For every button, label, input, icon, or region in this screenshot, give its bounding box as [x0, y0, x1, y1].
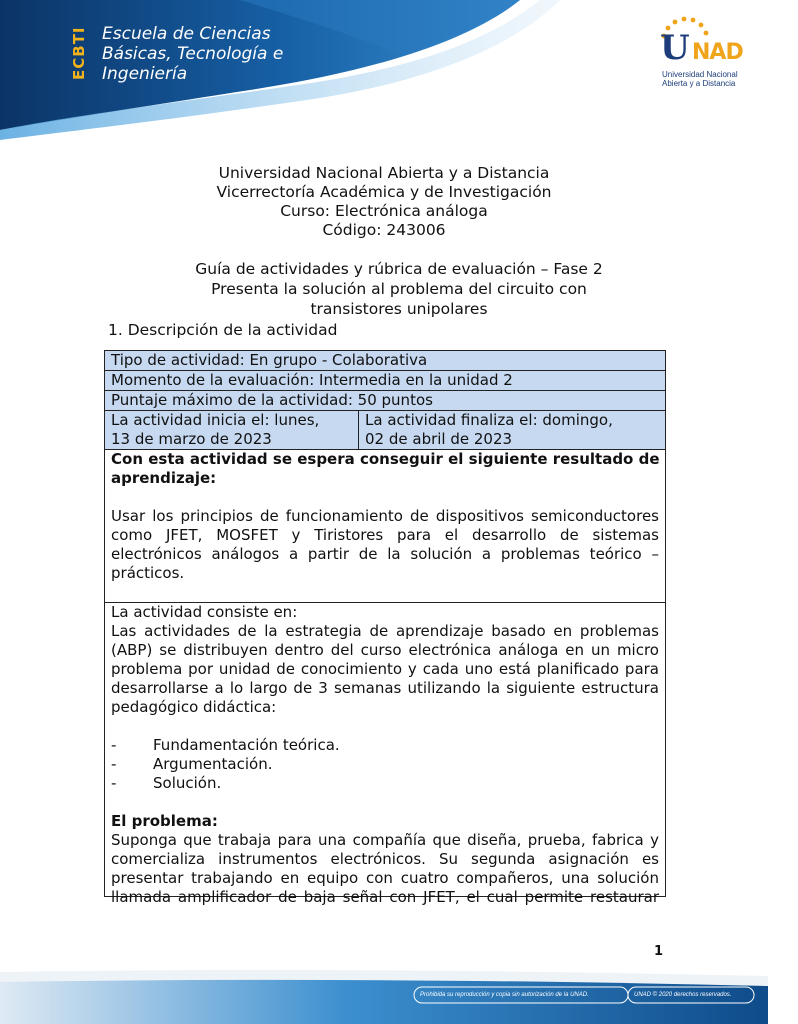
- title-line: Vicerrectoría Académica y de Investigación: [216, 183, 552, 201]
- outcome-heading: [111, 450, 659, 488]
- page-number: 1: [654, 944, 664, 959]
- school-line: Ingeniería: [102, 64, 188, 84]
- activity-table: [104, 350, 666, 906]
- document-titles: [0, 164, 768, 240]
- start-label: La actividad inicia el:: [111, 411, 270, 429]
- section-heading: 1. Descripción de la actividad: [108, 321, 338, 339]
- problema-heading: El problema:: [111, 812, 218, 830]
- school-line: Escuela de Ciencias: [102, 24, 271, 44]
- list-item: [111, 755, 659, 774]
- list-dash: -: [111, 774, 117, 792]
- activity-description-section: [105, 603, 665, 906]
- ecbti-label: ECBTI: [70, 26, 88, 80]
- header-banner: [0, 0, 768, 140]
- outcome-heading-line: aprendizaje:: [111, 469, 217, 487]
- footer-note-copy: Prohibida su reproducción y copia sin autorización de la UNAD.: [420, 992, 589, 998]
- start-date: 13 de marzo de 2023: [111, 430, 272, 448]
- outcome-text: Usar los principios de funcionamiento de dispositivos semiconductores como JFET, MOSFET y Tiristores para el desarrollo de sistemas electrónicos análogos a partir de la solución a problemas teórico – prácticos.: [111, 507, 659, 582]
- end-weekday: domingo,: [537, 411, 613, 429]
- logo-nad: NAD: [692, 40, 743, 65]
- logo-subtitle-line: Abierta y a Distancia: [662, 79, 736, 88]
- consiste-text: Las actividades de la estrategia de aprendizaje basado en problemas (ABP) se distribuyen dentro del curso electrónica análoga en un micro problema por unidad de conocimiento y cada uno está planificado para desarrollarse a lo largo de 3 semanas utilizando la siguiente estructura pedagógico didáctica:: [111, 622, 659, 716]
- list-item: [111, 736, 659, 755]
- title-line: Universidad Nacional Abierta y a Distancia: [218, 164, 550, 182]
- list-dash: -: [111, 736, 117, 754]
- logo-subtitle-line: Universidad Nacional: [662, 70, 738, 79]
- outcome-heading-line: Con esta actividad se espera conseguir el siguiente resultado de: [111, 450, 660, 468]
- consiste-heading: La actividad consiste en:: [111, 603, 298, 621]
- school-line: Básicas, Tecnología e: [102, 44, 284, 64]
- logo-subtitle: [662, 70, 738, 88]
- guide-title: [0, 259, 798, 319]
- school-name: [102, 24, 283, 84]
- title-line: Código: 243006: [322, 221, 446, 239]
- problema-text: Suponga que trabaja para una compañía que diseña, prueba, fabrica y comercializa instrumentos electrónicos. Su segunda asignación es presentar trabajando en equipo con cuatro compañeros, una solución llamada amplificador de baja señal con JFET, el cual permite restaurar: [111, 831, 659, 906]
- unad-logo: [656, 16, 752, 94]
- end-date: 02 de abril de 2023: [365, 430, 513, 448]
- start-weekday: lunes,: [269, 411, 320, 429]
- list-dash: -: [111, 755, 117, 773]
- title-line: Curso: Electrónica análoga: [280, 202, 488, 220]
- end-date-cell: [359, 411, 665, 449]
- guide-line: Guía de actividades y rúbrica de evaluación – Fase 2: [195, 260, 603, 278]
- list-text: Solución.: [153, 774, 222, 792]
- list-item: [111, 774, 659, 793]
- footer-note-rights: UNAD © 2020 derechos reservados.: [634, 992, 732, 998]
- end-label: La actividad finaliza el:: [365, 411, 538, 429]
- guide-line: transistores unipolares: [310, 300, 488, 318]
- logo-u: U: [660, 28, 690, 68]
- dates-row: [105, 411, 665, 450]
- guide-line: Presenta la solución al problema del circuito con: [211, 280, 587, 298]
- puntaje-row: Puntaje máximo de la actividad: 50 puntos: [105, 391, 665, 411]
- start-date-cell: [105, 411, 359, 449]
- learning-outcome-section: [105, 450, 665, 603]
- tipo-row: Tipo de actividad: En grupo - Colaborativa: [105, 351, 665, 371]
- list-text: Argumentación.: [153, 755, 273, 773]
- list-text: Fundamentación teórica.: [153, 736, 340, 754]
- momento-row: Momento de la evaluación: Intermedia en la unidad 2: [105, 371, 665, 391]
